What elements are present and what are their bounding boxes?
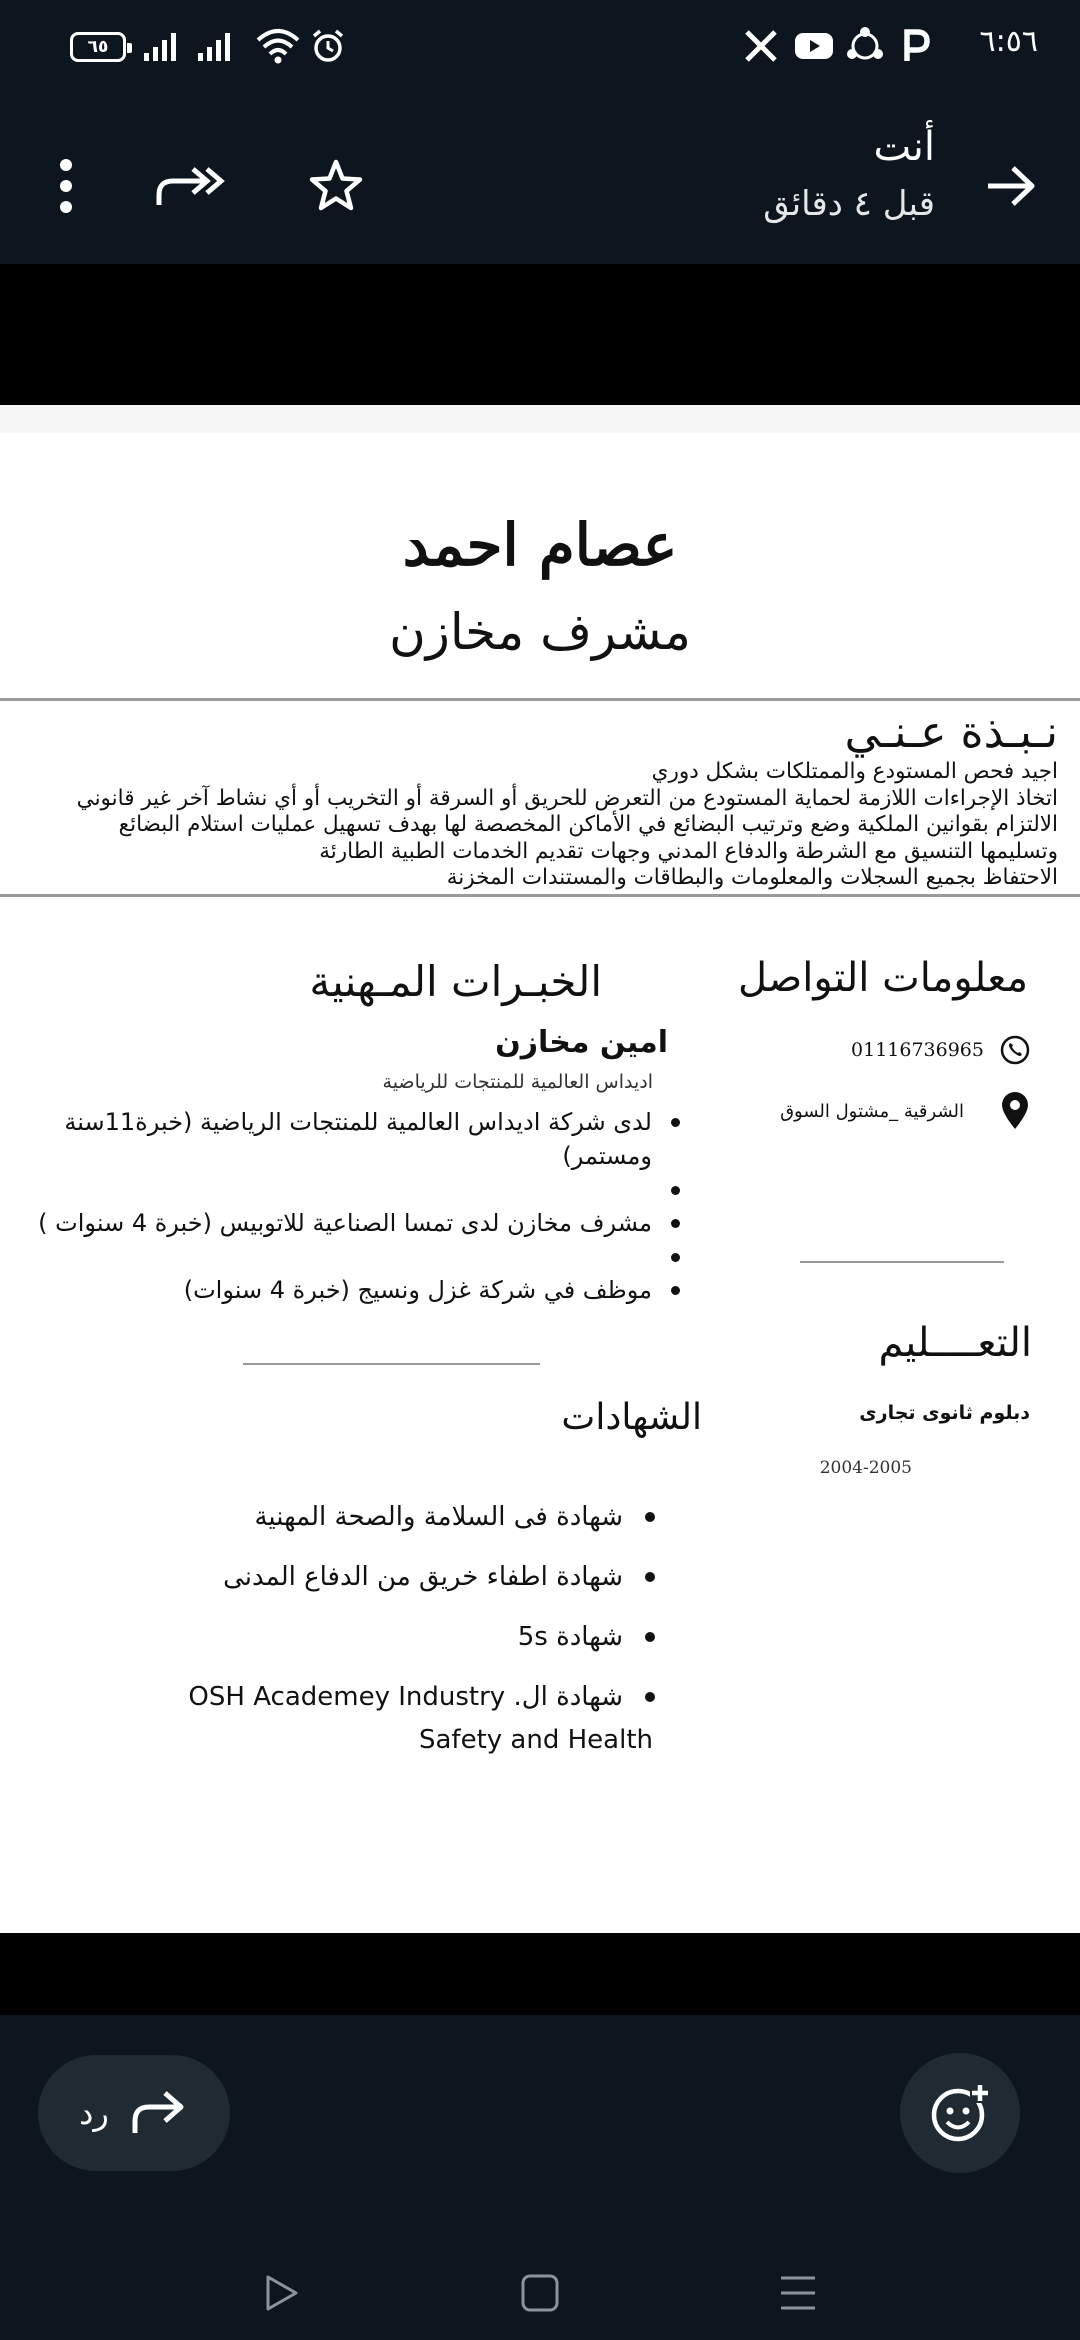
- divider: [800, 1261, 1004, 1263]
- home-icon[interactable]: [520, 2273, 560, 2317]
- certificates-heading: الشهادات: [561, 1397, 702, 1438]
- list-item: [20, 1240, 680, 1273]
- about-heading: نـبـذة عـنـي: [844, 707, 1058, 758]
- location-text: الشرقية _مشتول السوق: [780, 1100, 964, 1122]
- certificate-continuation: Safety and Health: [419, 1725, 653, 1755]
- battery-icon: [70, 32, 126, 62]
- youtube-icon: [794, 26, 834, 66]
- resume-image[interactable]: [0, 405, 1080, 1933]
- phone-icon: [1000, 1035, 1030, 1065]
- clock: ٦:٥٦: [979, 24, 1038, 59]
- more-vert-icon[interactable]: [40, 144, 92, 228]
- sender-name: أنت: [873, 124, 935, 170]
- education-heading: التعــــليم: [878, 1320, 1032, 1366]
- signal-icon: [142, 26, 180, 66]
- list-item: مشرف مخازن لدى تمسا الصناعية للاتوبيس (خبرة 4 سنوات ): [20, 1206, 680, 1240]
- list-item: [20, 1173, 680, 1206]
- message-time: قبل ٤ دقائق: [763, 184, 935, 224]
- add-reaction-icon: [928, 2081, 992, 2145]
- list-item: شهادة 5s: [35, 1607, 655, 1667]
- about-line: اتخاذ الإجراءات اللازمة لحماية المستودع من التعرض للحريق أو السرقة أو التخريب أو أي نشاط آخر غير قانوني: [76, 785, 1058, 811]
- experience-heading: الخبـرات المـهنية: [309, 957, 602, 1006]
- contact-phone: [851, 1035, 1030, 1065]
- about-line: الاحتفاظ بجميع السجلات والمعلومات والبطاقات والمستندات المخزنة: [446, 865, 1058, 890]
- battery-level: ٦٥: [87, 37, 109, 57]
- phone-number: 01116736965: [851, 1039, 984, 1061]
- about-text: [18, 759, 1058, 892]
- signal-icon: [196, 26, 234, 66]
- location-pin-icon: [1000, 1091, 1030, 1131]
- experience-list: [20, 1105, 680, 1307]
- status-bar: [0, 0, 1080, 96]
- education-degree: دبلوم ثانوى تجارى: [859, 1402, 1030, 1424]
- resume-name: عصام احمد: [402, 511, 678, 579]
- p-icon: [902, 26, 930, 66]
- resume-job-title: مشرف مخازن: [389, 603, 691, 661]
- experience-role: امين مخازن: [495, 1025, 668, 1060]
- list-item: لدى شركة اديداس العالمية للمنتجات الرياضية (خبرة11سنة ومستمر): [20, 1105, 680, 1173]
- contact-location: [780, 1091, 1030, 1131]
- reply-label: رد: [79, 2094, 109, 2132]
- about-line: الالتزام بقوانين الملكية وضع وترتيب البضائع في الأماكن المخصصة لها بهدف تسهيل عمليات استلام البضائع: [118, 812, 1058, 837]
- alarm-icon: [310, 26, 346, 66]
- list-item: شهادة ال. OSH Academey Industry: [35, 1667, 655, 1727]
- divider: [243, 1363, 540, 1365]
- certificates-list: [35, 1487, 655, 1727]
- wifi-icon: [256, 26, 300, 66]
- experience-company: اديداس العالمية للمنتجات للرياضية: [382, 1071, 653, 1093]
- recents-icon[interactable]: [778, 2273, 818, 2317]
- reply-arrow-icon: [131, 2089, 189, 2137]
- list-item: شهادة اطفاء خريق من الدفاع المدنى: [35, 1547, 655, 1607]
- back-icon[interactable]: [262, 2273, 302, 2317]
- education-years: 2004-2005: [819, 1458, 912, 1478]
- list-item: شهادة فى السلامة والصحة المهنية: [35, 1487, 655, 1547]
- x-icon: [744, 26, 778, 66]
- star-icon[interactable]: [296, 146, 376, 226]
- list-item: موظف في شركة غزل ونسيج (خبرة 4 سنوات): [20, 1273, 680, 1307]
- contact-heading: معلومات التواصل: [737, 955, 1028, 1001]
- about-line: اجيد فحص المستودع والممتلكات بشكل دوري: [651, 759, 1058, 784]
- forward-all-icon[interactable]: [150, 146, 230, 226]
- network-icon: [846, 26, 884, 66]
- bottom-bar: [0, 2015, 1080, 2340]
- divider: [0, 698, 1080, 701]
- navigation-bar: [0, 2255, 1080, 2340]
- document-edge: [0, 405, 1080, 433]
- divider: [0, 894, 1080, 897]
- about-line: وتسليمها التنسيق مع الشرطة والدفاع المدني وجهات تقديم الخدمات الطبية الطارئة: [319, 838, 1058, 864]
- reply-button[interactable]: [38, 2055, 230, 2171]
- add-reaction-button[interactable]: [900, 2053, 1020, 2173]
- arrow-right-icon[interactable]: [976, 144, 1046, 228]
- app-bar: [0, 96, 1080, 264]
